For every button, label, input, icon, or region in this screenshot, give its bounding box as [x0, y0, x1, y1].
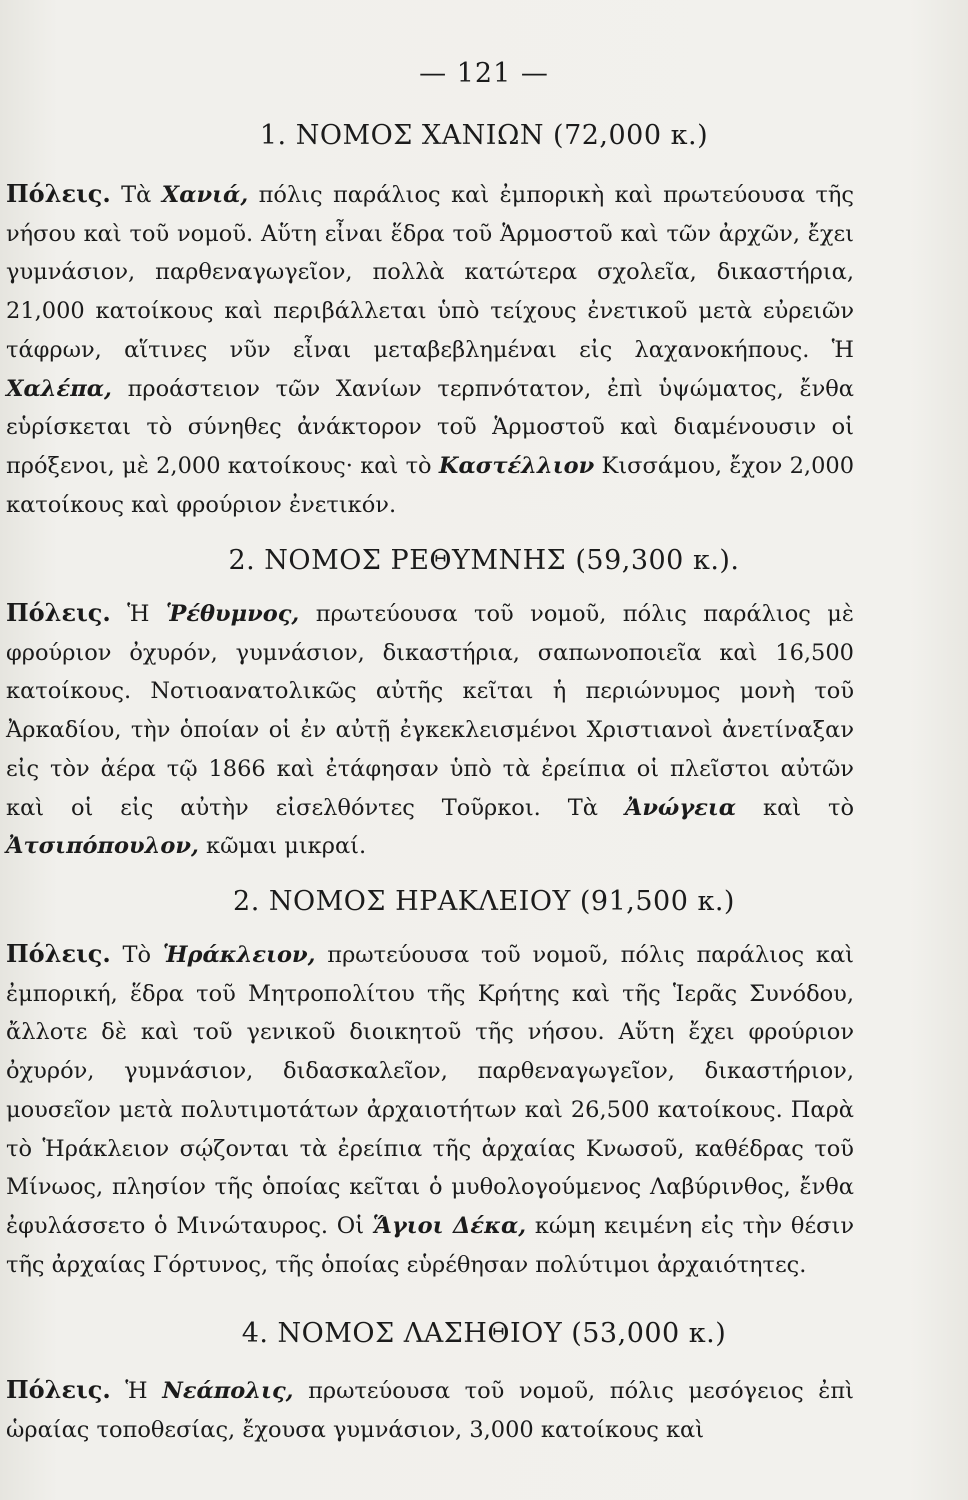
section-body-lasithi	[6, 1371, 854, 1449]
place-name: Ῥέθυμνος,	[165, 601, 300, 627]
text-run: Τὰ	[110, 182, 162, 208]
section-body-chania	[6, 175, 854, 524]
text-run: πόλις παράλιος καὶ ἐμπορικὴ καὶ πρωτεύουσα τῆς νήσου καὶ τοῦ νομοῦ. Αὕτη εἶναι ἕδρα τοῦ Ἁρμοστοῦ καὶ τῶν ἀρχῶν, ἔχει γυμνάσιον, παρθεναγωγεῖον, πολλὰ κατώτερα σχολεῖα, δικαστήρια, 21,000 κατοίκους καὶ περιβάλλεται ὑπὸ τείχους ἐνετικοῦ μετὰ εὐρειῶν τάφρων, αἵτινες νῦν εἶναι μεταβεβλημέναι εἰς λαχανοκήπους. Ἡ	[6, 182, 854, 363]
text-run: Τὸ	[110, 942, 163, 968]
page-number: — 121 —	[419, 58, 549, 89]
lead-word: Πόλεις.	[6, 179, 111, 208]
text-run: καὶ τὸ	[736, 794, 854, 821]
lead-word: Πόλεις.	[6, 1375, 111, 1404]
lead-word: Πόλεις.	[6, 939, 111, 968]
place-name: Ἡράκλειον,	[162, 942, 316, 968]
place-name: Χαλέπα,	[6, 375, 112, 402]
place-name: Χανιά,	[161, 182, 249, 208]
place-name: Καστέλλιον	[438, 452, 595, 479]
place-name: Ἀνώγεια	[624, 794, 737, 821]
section-heading-heraklion: 2. ΝΟΜΟΣ ΗΡΑΚΛΕΙΟΥ (91,500 κ.)	[233, 886, 735, 917]
text-run: κώμη κειμένη εἰς τὴν θέσιν τῆς ἀρχαίας Γόρτυνος, τῆς ὁποίας εὑρέθησαν πολύτιμοι ἀρχαιότητες.	[6, 1212, 854, 1278]
place-name: Ἅγιοι Δέκα,	[372, 1212, 527, 1239]
text-run: κῶμαι μικραί.	[198, 833, 367, 860]
text-run: Ἡ	[110, 1378, 163, 1404]
text-run: πρωτεύουσα τοῦ νομοῦ, πόλις μεσόγειος ἐπὶ ὡραίας τοποθεσίας, ἔχουσα γυμνάσιον, 3,000 κατοίκους καὶ	[6, 1378, 854, 1443]
text-run: προάστειον τῶν Χανίων τερπνότατον, ἐπὶ ὑψώματος, ἔνθα εὑρίσκεται τὸ σύνηθες ἀνάκτορον τοῦ Ἁρμοστοῦ καὶ διαμένουσιν οἱ πρόξενοι, μὲ 2,000 κατοίκους· καὶ τὸ	[6, 375, 854, 479]
section-body-heraklion	[6, 935, 854, 1284]
place-name: Ἀτσιπόπουλον,	[6, 833, 199, 860]
text-run: Κισσάμου, ἔχον 2,000 κατοίκους καὶ φρούριον ἐνετικόν.	[6, 452, 855, 518]
lead-word: Πόλεις.	[6, 598, 111, 627]
text-run: Ἡ	[110, 601, 166, 627]
section-body-rethymno	[6, 594, 854, 866]
section-heading-rethymno: 2. ΝΟΜΟΣ ΡΕΘΥΜΝΗΣ (59,300 κ.).	[228, 545, 740, 576]
text-run: πρωτεύουσα τοῦ νομοῦ, πόλις παράλιος μὲ φρούριον ὀχυρόν, γυμνάσιον, δικαστήρια, σαπωνοποιεῖα καὶ 16,500 κατοίκους. Νοτιοανατολικῶς αὐτῆς κεῖται ἡ περιώνυμος μονὴ τοῦ Ἀρκαδίου, τὴν ὁποίαν οἱ ἐν αὐτῇ ἐγκεκλεισμένοι Χριστιανοὶ ἀνετίναξαν εἰς τὸν ἀέρα τῷ 1866 καὶ ἐτάφησαν ὑπὸ τὰ ἐρείπια οἱ πλεῖστοι αὐτῶν καὶ οἱ εἰς αὐτὴν εἰσελθόντες Τοῦρκοι. Τὰ	[6, 601, 854, 821]
text-run: πρωτεύουσα τοῦ νομοῦ, πόλις παράλιος καὶ ἐμπορική, ἕδρα τοῦ Μητροπολίτου τῆς Κρήτης καὶ τῆς Ἱερᾶς Συνόδου, ἄλλοτε δὲ καὶ τοῦ γενικοῦ διοικητοῦ τῆς νήσου. Αὕτη ἔχει φρούριον ὀχυρόν, γυμνάσιον, διδασκαλεῖον, παρθεναγωγεῖον, δικαστήριον, μουσεῖον μετὰ πολυτιμοτάτων ἀρχαιοτήτων καὶ 26,500 κατοίκους. Παρὰ τὸ Ἡράκλειον σῴζονται τὰ ἐρείπια τῆς ἀρχαίας Κνωσοῦ, καθέδρας τοῦ Μίνωος, πλησίον τῆς ὁποίας κεῖται ὁ μυθολογούμενος Λαβύρινθος, ἔνθα ἐφυλάσσετο ὁ Μινώταυρος. Οἱ	[6, 942, 854, 1239]
section-heading-lasithi: 4. ΝΟΜΟΣ ΛΑΣΗΘΙΟΥ (53,000 κ.)	[241, 1318, 727, 1349]
section-heading-chania: 1. ΝΟΜΟΣ ΧΑΝΙΩΝ (72,000 κ.)	[259, 120, 709, 151]
place-name: Νεάπολις,	[162, 1378, 294, 1404]
